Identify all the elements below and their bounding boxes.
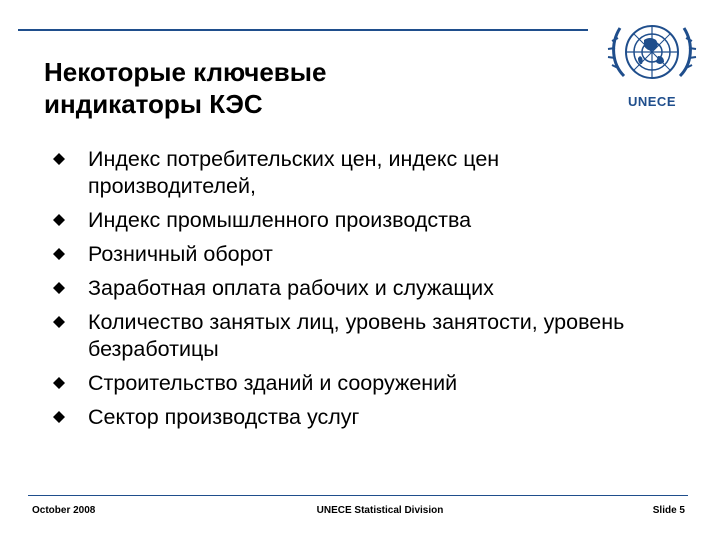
list-item xyxy=(52,275,652,302)
diamond-bullet-icon xyxy=(52,281,66,295)
bullet-text: Строительство зданий и сооружений xyxy=(88,371,458,395)
title-line-2: индикаторы КЭС xyxy=(44,89,263,119)
unece-logo-text: UNECE xyxy=(627,94,676,109)
slide-number: Slide 5 xyxy=(652,505,685,516)
bullet-text: Розничный оборот xyxy=(88,242,273,266)
list-item xyxy=(52,146,652,200)
list-item xyxy=(52,207,652,234)
list-item xyxy=(52,309,652,363)
bullet-text: Сектор производства услуг xyxy=(88,405,360,429)
diamond-bullet-icon xyxy=(52,152,66,166)
top-rule xyxy=(18,29,588,31)
diamond-bullet-icon xyxy=(52,315,66,329)
bullet-text: Индекс промышленного производства xyxy=(88,208,472,232)
title-line-1: Некоторые ключевые xyxy=(44,57,327,87)
bullet-list xyxy=(52,146,652,438)
list-item xyxy=(52,370,652,397)
un-emblem-icon xyxy=(604,14,700,94)
list-item xyxy=(52,404,652,431)
diamond-bullet-icon xyxy=(52,410,66,424)
bullet-text: Количество занятых лиц, уровень занятости, уровень безработицы xyxy=(88,310,625,361)
footer-organization: UNECE Statistical Division xyxy=(316,505,444,516)
bullet-text: Индекс потребительских цен, индекс цен производителей, xyxy=(88,147,500,198)
diamond-bullet-icon xyxy=(52,247,66,261)
bottom-rule xyxy=(28,495,688,496)
list-item xyxy=(52,241,652,268)
unece-logo xyxy=(604,14,700,118)
diamond-bullet-icon xyxy=(52,376,66,390)
bullet-text: Заработная оплата рабочих и служащих xyxy=(88,276,494,300)
footer-date: October 2008 xyxy=(32,505,96,516)
slide-title xyxy=(44,56,564,120)
diamond-bullet-icon xyxy=(52,213,66,227)
